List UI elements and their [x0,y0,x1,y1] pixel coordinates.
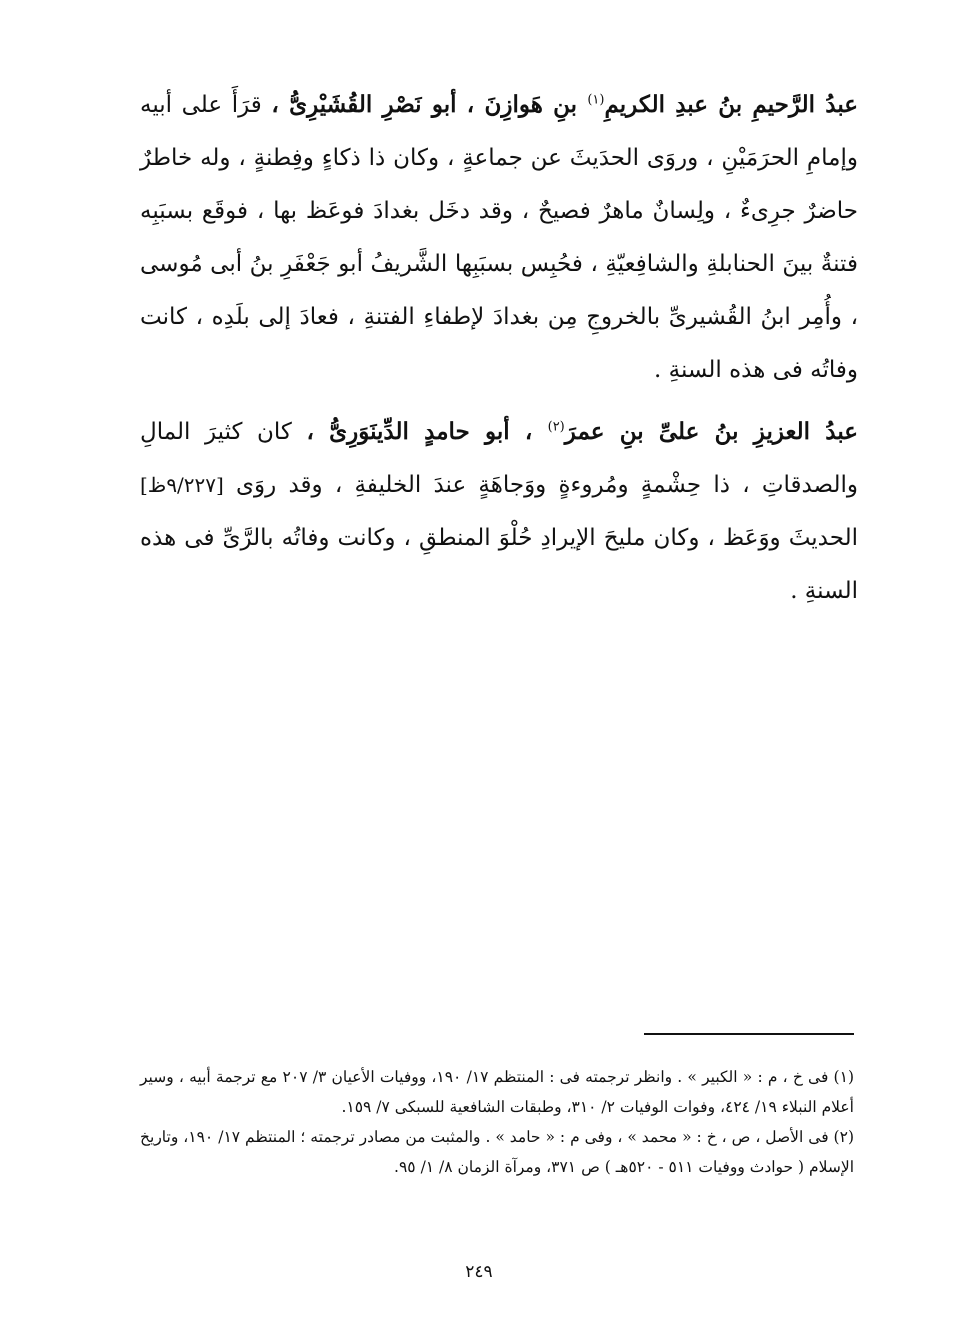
entry-2-text-after-ref: الحديثَ ووَعَظ ، وكان مليحَ الإيرادِ حُلْوَ المنطقِ ، وكانت وفاتُه بالرَّىِّ فى هذه السنةِ . [140,525,858,604]
main-text [140,78,858,618]
footnotes [140,1062,854,1182]
entry-1-text: قرَأَ على أبيه وإمامِ الحرَمَيْنِ ، وروَى الحدَيثَ عن جماعةٍ ، وكان ذا ذكاءٍ وفِطنةٍ ، وله خاطرٌ حاضرٌ جرِىءٌ ، ولِسانٌ ماهرٌ فصيحٌ ، وقد دخَل بغدادَ فوعَظ بها ، فوقَع بسبَبِه فتنةٌ بينَ الحنابلةِ والشافِعيّةِ ، فحُبِس بسبَبِها الشَّريفُ أبو جَعْفَرِ بنُ أبى مُوسى ، وأُمِر ابنُ القُشيرىِّ بالخروجِ مِن بغدادَ لإطفاءِ الفتنةِ ، فعادَ إلى بلَدِه ، كانت وفاتُه فى هذه السنةِ . [140,92,858,383]
biography-entry-1 [140,78,858,397]
page-number: ٢٤٩ [465,1262,493,1282]
entry-2-name-continued: ، أبو حامدٍ الدِّينَوَرِىُّ ، [306,418,548,445]
footnote-divider [644,1033,854,1035]
entry-2-name: عبدُ العزيزِ بنُ علىِّ بنِ عمرَ [564,418,859,445]
entry-1-name: عبدُ الرَّحيمِ بنُ عبدِ الكريمِ [604,91,858,118]
footnote-1: (١) فى خ ، م : « الكبير » . وانظر ترجمته فى : المنتظم ١٧/ ١٩٠، ووفيات الأعيان ٣/ ٢٠٧ مع ترجمة أبيه ، وسير أعلام النبلاء ١٩/ ٤٢٤، وفوات الوفيات ٢/ ٣١٠، وطبقات الشافعية للسبكى ٧/ ١٥٩. [140,1068,854,1116]
footnote-marker-1[interactable]: (١) [587,92,605,108]
manuscript-reference: [٩/٢٢٧ظ] [140,473,224,497]
footnote-marker-2[interactable]: (٢) [547,419,565,435]
entry-2-text-before-ref: كان كثيرَ المالِ والصدقاتِ ، ذا حِشْمةٍ ومُروءةٍ ووَجاهَةٍ عندَ الخليفةِ ، وقد روَى [140,419,858,498]
entry-1-name-continued: بنِ هَوازِنَ ، أبو نَصْرِ القُشَيْرِىُّ ، [271,91,588,118]
footnote-2: (٢) فى الأصل ، ص ، خ : « محمد » ، وفى م : « حامد » . والمثبت من مصادر ترجمته ؛ المنتظم ١٧/ ١٩٠، وتاريخ الإسلام ( حوادث ووفيات ٥١١ - ٥٢٠هـ ) ص ٣٧١، ومرآة الزمان ٨/ ١/ ٩٥. [140,1128,854,1176]
biography-entry-2 [140,405,858,618]
